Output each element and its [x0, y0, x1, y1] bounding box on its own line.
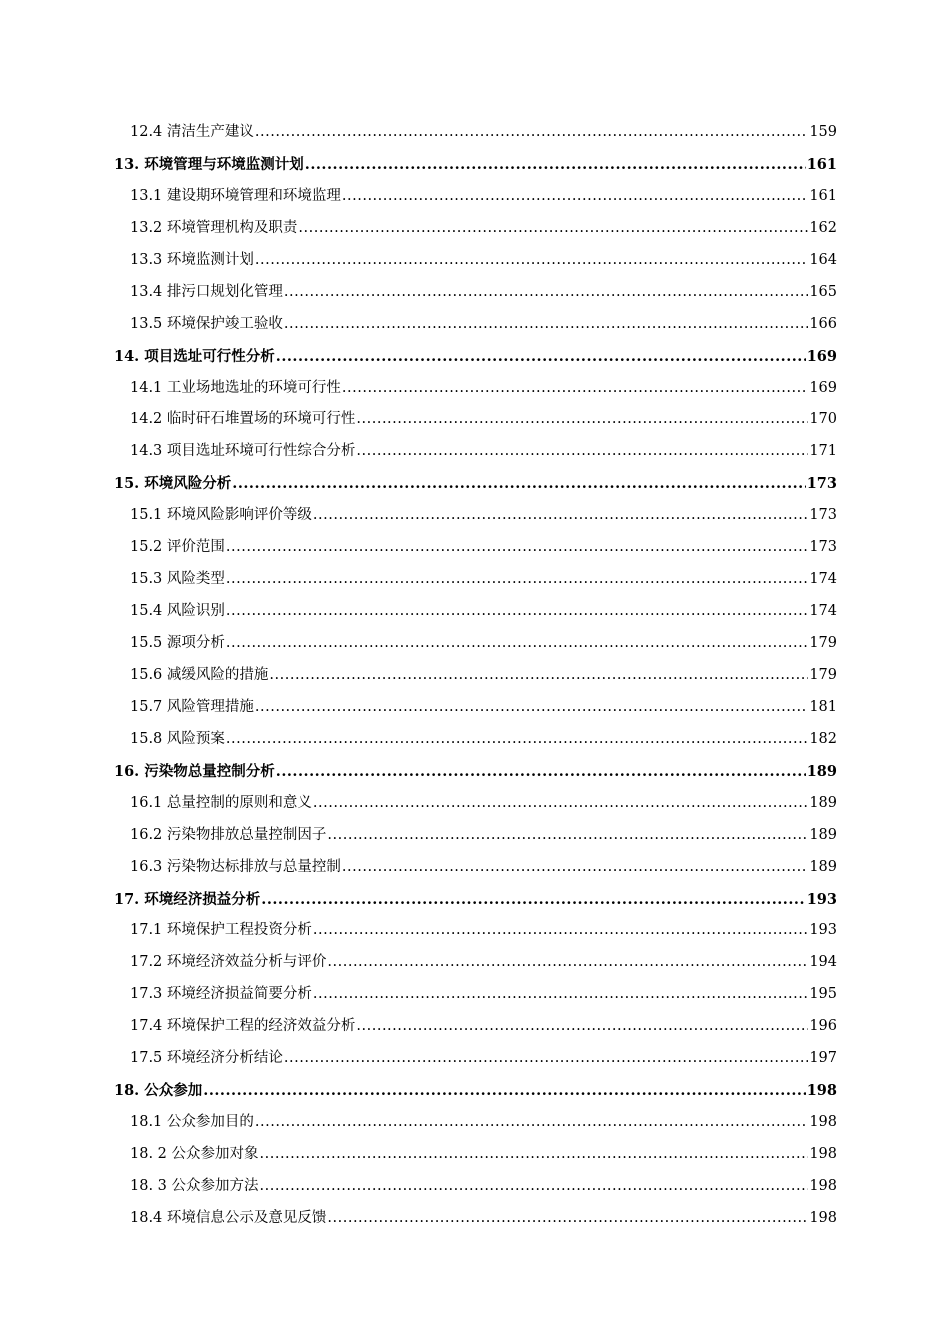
toc-dot-leader: [313, 979, 808, 1011]
toc-entry-label: 16.3 污染物达标排放与总量控制: [130, 858, 341, 875]
toc-entry-label: 15.7 风险管理措施: [130, 698, 254, 715]
toc-dot-leader: [226, 532, 808, 564]
toc-dot-leader: [226, 628, 808, 660]
toc-page-number: 166: [809, 315, 837, 332]
toc-page-number: 198: [809, 1177, 837, 1194]
toc-section-entry[interactable]: [114, 1171, 837, 1203]
toc-section-entry[interactable]: [114, 628, 837, 660]
toc-entry-label: 18. 2 公众参加对象: [130, 1146, 259, 1162]
toc-dot-leader: [261, 884, 805, 916]
toc-entry-label: 13.4 排污口规划化管理: [130, 283, 283, 300]
toc-page-number: 182: [809, 730, 837, 747]
toc-entry-label: 16.1 总量控制的原则和意义: [130, 794, 312, 811]
toc-page-number: 174: [809, 571, 837, 588]
toc-dot-leader: [356, 1011, 808, 1043]
toc-dot-leader: [342, 373, 808, 405]
toc-chapter-entry[interactable]: [114, 468, 837, 500]
toc-dot-leader: [276, 341, 806, 373]
toc-page-number: 170: [809, 411, 837, 428]
toc-dot-leader: [226, 564, 808, 596]
toc-entry-label: 13.3 环境监测计划: [130, 251, 254, 268]
toc-dot-leader: [327, 947, 808, 979]
toc-dot-leader: [356, 404, 808, 436]
toc-section-entry[interactable]: [114, 245, 837, 277]
toc-section-entry[interactable]: [114, 979, 837, 1011]
toc-entry-label: 17.2 环境经济效益分析与评价: [130, 954, 327, 971]
toc-entry-label: 18. 3 公众参加方法: [130, 1177, 259, 1194]
toc-page-number: 165: [809, 283, 837, 300]
toc-entry-label: 13.1 建设期环境管理和环境监理: [130, 187, 341, 204]
toc-dot-leader: [260, 1171, 809, 1203]
table-of-contents: [114, 117, 837, 1235]
toc-section-entry[interactable]: [114, 500, 837, 532]
toc-chapter-entry[interactable]: [114, 1075, 837, 1107]
toc-section-entry[interactable]: [114, 596, 837, 628]
toc-page-number: 181: [809, 698, 837, 715]
toc-dot-leader: [298, 213, 808, 245]
toc-page-number: 193: [809, 922, 837, 939]
toc-section-entry[interactable]: [114, 947, 837, 979]
toc-section-entry[interactable]: [114, 1011, 837, 1043]
toc-section-entry[interactable]: [114, 309, 837, 341]
toc-section-entry[interactable]: [114, 117, 837, 149]
toc-dot-leader: [342, 852, 808, 884]
toc-entry-label: 12.4 清洁生产建议: [130, 124, 254, 140]
toc-entry-label: 15.2 评价范围: [130, 539, 225, 556]
toc-page-number: 189: [809, 858, 837, 875]
toc-dot-leader: [255, 245, 808, 277]
toc-page-number: 198: [806, 1082, 837, 1100]
toc-dot-leader: [226, 724, 808, 756]
toc-entry-label: 17.5 环境经济分析结论: [130, 1050, 283, 1067]
toc-dot-leader: [226, 596, 808, 628]
toc-entry-label: 17.4 环境保护工程的经济效益分析: [130, 1018, 356, 1035]
toc-page-number: 164: [809, 251, 837, 268]
toc-chapter-entry[interactable]: [114, 149, 837, 181]
toc-page-number: 189: [809, 794, 837, 811]
toc-chapter-entry[interactable]: [114, 341, 837, 373]
toc-entry-label: 16.2 污染物排放总量控制因子: [130, 826, 327, 843]
toc-dot-leader: [255, 692, 808, 724]
toc-entry-label: 15.1 环境风险影响评价等级: [130, 507, 312, 524]
toc-dot-leader: [356, 436, 808, 468]
toc-page-number: 198: [809, 1209, 837, 1226]
toc-dot-leader: [313, 915, 808, 947]
toc-entry-label: 13.5 环境保护竣工验收: [130, 315, 283, 332]
toc-section-entry[interactable]: [114, 213, 837, 245]
toc-section-entry[interactable]: [114, 181, 837, 213]
toc-page-number: 169: [806, 347, 837, 365]
toc-dot-leader: [342, 181, 808, 213]
toc-entry-label: 15.6 减缓风险的措施: [130, 666, 269, 683]
toc-page-number: 174: [809, 603, 837, 620]
toc-section-entry[interactable]: [114, 404, 837, 436]
toc-entry-label: 17.1 环境保护工程投资分析: [130, 922, 312, 939]
toc-entry-label: 16. 污染物总量控制分析: [114, 762, 275, 780]
toc-page-number: 189: [806, 762, 837, 780]
toc-entry-label: 13.2 环境管理机构及职责: [130, 219, 298, 236]
toc-page-number: 198: [809, 1114, 837, 1131]
toc-section-entry[interactable]: [114, 820, 837, 852]
toc-page-number: 198: [809, 1146, 837, 1162]
toc-page-number: 173: [809, 539, 837, 556]
toc-page-number: 169: [809, 379, 837, 396]
toc-section-entry[interactable]: [114, 692, 837, 724]
toc-section-entry[interactable]: [114, 915, 837, 947]
toc-section-entry[interactable]: [114, 788, 837, 820]
toc-dot-leader: [284, 277, 808, 309]
toc-section-entry[interactable]: [114, 660, 837, 692]
toc-section-entry[interactable]: [114, 1203, 837, 1235]
toc-section-entry[interactable]: [114, 1043, 837, 1075]
toc-page-number: 189: [809, 826, 837, 843]
toc-page-number: 159: [809, 124, 837, 140]
toc-entry-label: 14.2 临时矸石堆置场的环境可行性: [130, 411, 356, 428]
toc-entry-label: 14.1 工业场地选址的环境可行性: [130, 379, 341, 396]
toc-section-entry[interactable]: [114, 1139, 837, 1171]
toc-page-number: 197: [809, 1050, 837, 1067]
toc-dot-leader: [269, 660, 808, 692]
toc-entry-label: 18. 公众参加: [114, 1082, 203, 1100]
toc-page-number: 196: [809, 1018, 837, 1035]
toc-dot-leader: [313, 500, 808, 532]
toc-dot-leader: [327, 820, 808, 852]
toc-dot-leader: [203, 1075, 805, 1107]
toc-dot-leader: [305, 149, 806, 181]
toc-page-number: 161: [806, 155, 837, 173]
toc-dot-leader: [260, 1139, 809, 1171]
toc-chapter-entry[interactable]: [114, 884, 837, 916]
toc-dot-leader: [284, 309, 808, 341]
toc-dot-leader: [255, 117, 808, 149]
toc-dot-leader: [255, 1107, 808, 1139]
toc-dot-leader: [284, 1043, 808, 1075]
toc-entry-label: 15.3 风险类型: [130, 571, 225, 588]
toc-page-number: 179: [809, 635, 837, 651]
toc-dot-leader: [327, 1203, 808, 1235]
toc-section-entry[interactable]: [114, 532, 837, 564]
toc-dot-leader: [313, 788, 808, 820]
toc-entry-label: 13. 环境管理与环境监测计划: [114, 155, 304, 173]
toc-page-number: 179: [809, 666, 837, 683]
toc-section-entry[interactable]: [114, 852, 837, 884]
toc-entry-label: 15.5 源项分析: [130, 635, 225, 651]
toc-entry-label: 14. 项目选址可行性分析: [114, 347, 275, 365]
toc-page-number: 161: [809, 187, 837, 204]
toc-section-entry[interactable]: [114, 564, 837, 596]
toc-section-entry[interactable]: [114, 277, 837, 309]
toc-dot-leader: [232, 468, 805, 500]
toc-entry-label: 18.1 公众参加目的: [130, 1114, 254, 1131]
toc-chapter-entry[interactable]: [114, 756, 837, 788]
toc-page-number: 193: [806, 890, 837, 908]
toc-section-entry[interactable]: [114, 1107, 837, 1139]
toc-page-number: 173: [809, 507, 837, 524]
toc-dot-leader: [276, 756, 806, 788]
toc-section-entry[interactable]: [114, 724, 837, 756]
toc-entry-label: 15.8 风险预案: [130, 730, 225, 747]
toc-entry-label: 17.3 环境经济损益简要分析: [130, 986, 312, 1003]
toc-entry-label: 15. 环境风险分析: [114, 475, 232, 493]
toc-section-entry[interactable]: [114, 373, 837, 405]
toc-entry-label: 18.4 环境信息公示及意见反馈: [130, 1209, 327, 1226]
toc-page-number: 162: [809, 219, 837, 236]
toc-page-number: 173: [806, 475, 837, 493]
toc-page-number: 195: [809, 986, 837, 1003]
toc-entry-label: 15.4 风险识别: [130, 603, 225, 620]
toc-section-entry[interactable]: [114, 436, 837, 468]
toc-entry-label: 14.3 项目选址环境可行性综合分析: [130, 443, 356, 460]
toc-entry-label: 17. 环境经济损益分析: [114, 890, 261, 908]
toc-page-number: 171: [809, 443, 837, 460]
toc-page-number: 194: [809, 954, 837, 971]
